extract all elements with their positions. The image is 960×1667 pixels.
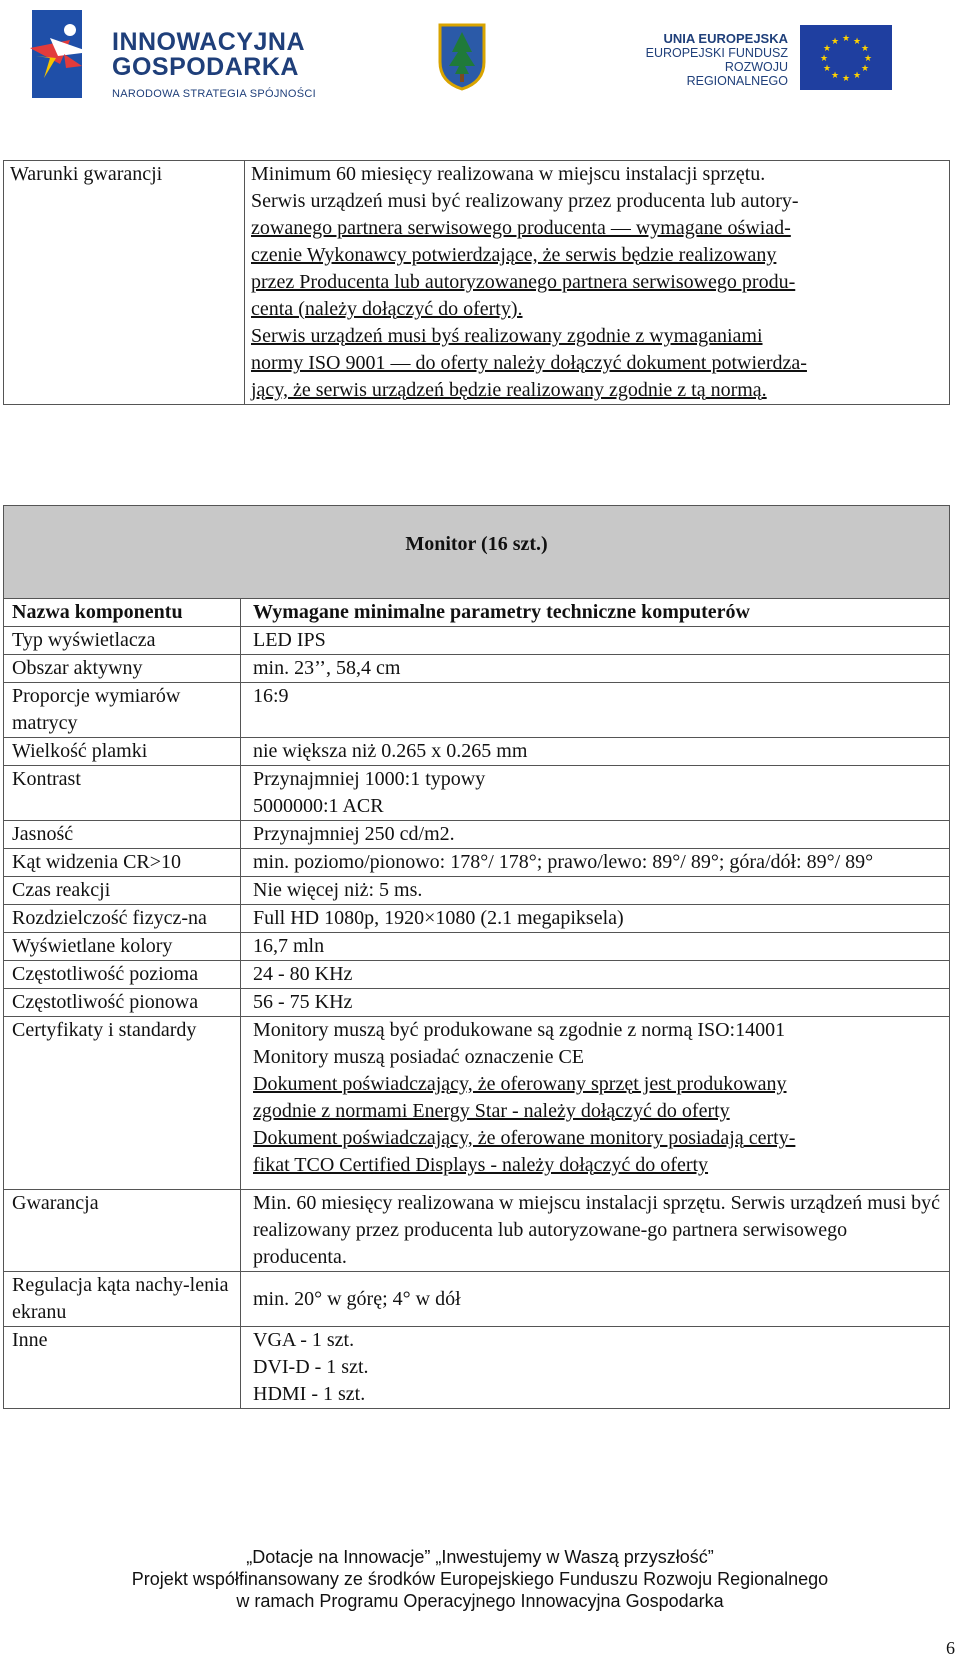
table-header-row xyxy=(4,599,950,627)
warranty-line: zowanego partnera serwisowego producenta — wymagane oświad- xyxy=(251,217,791,239)
spec-label: Regulacja kąta nachy-lenia ekranu xyxy=(4,1272,241,1327)
spec-value: min. 20° w górę; 4° w dół xyxy=(241,1272,950,1327)
spec-label: Rozdzielczość fizycz-na xyxy=(4,905,241,933)
page-header xyxy=(0,0,960,110)
table-row xyxy=(4,506,950,599)
table-row xyxy=(4,989,950,1017)
svg-text:★: ★ xyxy=(830,71,840,81)
spec-value: Nie więcej niż: 5 ms. xyxy=(241,877,950,905)
warranty-line: normy ISO 9001 — do oferty należy dołączyć dokument potwierdza- xyxy=(251,352,807,374)
svg-text:★: ★ xyxy=(822,44,832,54)
footer-programme: w ramach Programu Operacyjnego Innowacyjna Gospodarka xyxy=(236,1591,724,1611)
warranty-line: przez Producenta lub autoryzowanego partnera serwisowego produ- xyxy=(251,271,796,293)
spec-value: 16:9 xyxy=(241,683,950,738)
warranty-line: Serwis urządzeń musi być realizowany przez producenta lub autory- xyxy=(251,190,799,212)
warranty-conditions-label: Warunki gwarancji xyxy=(4,161,245,405)
ig-emblem-icon xyxy=(30,8,110,100)
cert-line: Dokument poświadczający, że oferowane monitory posiadają certy- xyxy=(253,1127,796,1149)
ue-line2: EUROPEJSKI FUNDUSZ xyxy=(645,46,788,60)
spec-value: 56 - 75 KHz xyxy=(241,989,950,1017)
warranty-line: Serwis urządzeń musi byś realizowany zgodnie z wymaganiami xyxy=(251,325,763,347)
spec-label: Obszar aktywny xyxy=(4,655,241,683)
warranty-conditions-table xyxy=(3,160,950,405)
monitor-title-text: Monitor (16 szt.) xyxy=(405,532,548,555)
ports-value xyxy=(241,1327,950,1409)
spec-label: Jasność xyxy=(4,821,241,849)
port-line: HDMI - 1 szt. xyxy=(253,1383,366,1405)
monitor-spec-table xyxy=(3,505,950,1409)
svg-text:★: ★ xyxy=(863,54,873,64)
table-row xyxy=(4,655,950,683)
ue-line1: UNIA EUROPEJSKA xyxy=(663,31,788,46)
cert-line: Dokument poświadczający, że oferowany sprzęt jest produkowany xyxy=(253,1073,787,1095)
spec-label: Kąt widzenia CR>10 xyxy=(4,849,241,877)
spec-label: Wyświetlane kolory xyxy=(4,933,241,961)
monitor-section-title xyxy=(4,506,950,599)
ig-line2: GOSPODARKA xyxy=(112,53,299,81)
spec-label: Częstotliwość pionowa xyxy=(4,989,241,1017)
port-line: VGA - 1 szt. xyxy=(253,1329,355,1351)
warranty-line: centa (należy dołączyć do oferty). xyxy=(251,298,523,320)
certificates-value xyxy=(241,1017,950,1190)
table-row xyxy=(4,849,950,877)
footer-cofinancing: Projekt współfinansowany ze środków Europejskiego Funduszu Rozwoju Regionalnego xyxy=(131,1569,829,1589)
table-row xyxy=(4,738,950,766)
table-row xyxy=(4,961,950,989)
table-row xyxy=(4,627,950,655)
table-row xyxy=(4,1327,950,1409)
spec-value: min. 23’’, 58,4 cm xyxy=(241,655,950,683)
footer-slogan: „Dotacje na Innowacje” „Inwestujemy w Waszą przyszłość” xyxy=(246,1547,714,1567)
table-row xyxy=(4,766,950,821)
svg-text:★: ★ xyxy=(841,34,851,44)
spec-label: Typ wyświetlacza xyxy=(4,627,241,655)
cert-line: Monitory muszą być produkowane są zgodnie z normą ISO:14001 xyxy=(253,1019,786,1041)
spec-label: Czas reakcji xyxy=(4,877,241,905)
innowacyjna-gospodarka-logo xyxy=(30,8,330,103)
column-header-params: Wymagane minimalne parametry techniczne komputerów xyxy=(241,599,950,627)
warranty-line: czenie Wykonawcy potwierdzające, że serwis będzie realizowany xyxy=(251,244,777,266)
warranty-line: Minimum 60 miesięcy realizowana w miejscu instalacji sprzętu. xyxy=(251,163,766,185)
spec-value: nie większa niż 0.265 x 0.265 mm xyxy=(241,738,950,766)
warranty-line: jący, że serwis urządzeń będzie realizowany zgodnie z tą normą. xyxy=(251,379,767,401)
svg-text:★: ★ xyxy=(852,37,862,47)
column-header-component: Nazwa komponentu xyxy=(4,599,241,627)
spec-value: Full HD 1080p, 1920×1080 (2.1 megapiksela) xyxy=(241,905,950,933)
table-row xyxy=(4,1190,950,1272)
ig-line1: INNOWACYJNA xyxy=(112,28,306,56)
port-line: DVI-D - 1 szt. xyxy=(253,1356,369,1378)
svg-text:★: ★ xyxy=(822,64,832,74)
spec-value: Min. 60 miesięcy realizowana w miejscu instalacji sprzętu. Serwis urządzeń musi być realizowany przez producenta lub autoryzowane-go partnera serwisowego producenta. xyxy=(241,1190,950,1272)
eu-flag-icon xyxy=(800,25,892,90)
ue-line3: ROZWOJU REGIONALNEGO xyxy=(686,60,788,88)
ig-title xyxy=(112,30,305,80)
svg-text:★: ★ xyxy=(860,44,870,54)
svg-text:★: ★ xyxy=(841,74,851,84)
spec-value: 16,7 mln xyxy=(241,933,950,961)
municipal-crest-icon xyxy=(437,22,487,92)
table-row xyxy=(4,683,950,738)
table-row xyxy=(4,1017,950,1190)
table-row xyxy=(4,877,950,905)
svg-text:★: ★ xyxy=(860,64,870,74)
eu-logo xyxy=(620,22,900,92)
eu-text xyxy=(620,32,788,88)
spec-value: 24 - 80 KHz xyxy=(241,961,950,989)
spec-value: Przynajmniej 1000:1 typowy 5000000:1 ACR xyxy=(241,766,950,821)
cert-line: zgodnie z normami Energy Star - należy dołączyć do oferty xyxy=(253,1100,730,1122)
ig-subtitle: NARODOWA STRATEGIA SPÓJNOŚCI xyxy=(112,88,316,100)
spec-label: Inne xyxy=(4,1327,241,1409)
spec-value: min. poziomo/pionowo: 178°/ 178°; prawo/lewo: 89°/ 89°; góra/dół: 89°/ 89° xyxy=(241,849,950,877)
spec-label: Kontrast xyxy=(4,766,241,821)
table-row xyxy=(4,905,950,933)
warranty-conditions-value xyxy=(245,161,950,405)
table-row xyxy=(4,821,950,849)
cert-line: fikat TCO Certified Displays - należy dołączyć do oferty xyxy=(253,1154,709,1176)
spec-value: LED IPS xyxy=(241,627,950,655)
svg-text:★: ★ xyxy=(819,54,829,64)
spec-label: Wielkość plamki xyxy=(4,738,241,766)
table-row xyxy=(4,1272,950,1327)
svg-text:★: ★ xyxy=(852,71,862,81)
spec-label: Proporcje wymiarów matrycy xyxy=(4,683,241,738)
page-number: 6 xyxy=(946,1638,955,1658)
spec-label: Częstotliwość pozioma xyxy=(4,961,241,989)
cert-line: Monitory muszą posiadać oznaczenie CE xyxy=(253,1046,584,1068)
svg-text:★: ★ xyxy=(830,37,840,47)
spec-value: Przynajmniej 250 cd/m2. xyxy=(241,821,950,849)
table-row xyxy=(4,161,950,405)
spec-label: Certyfikaty i standardy xyxy=(4,1017,241,1190)
spec-label: Gwarancja xyxy=(4,1190,241,1272)
table-row xyxy=(4,933,950,961)
